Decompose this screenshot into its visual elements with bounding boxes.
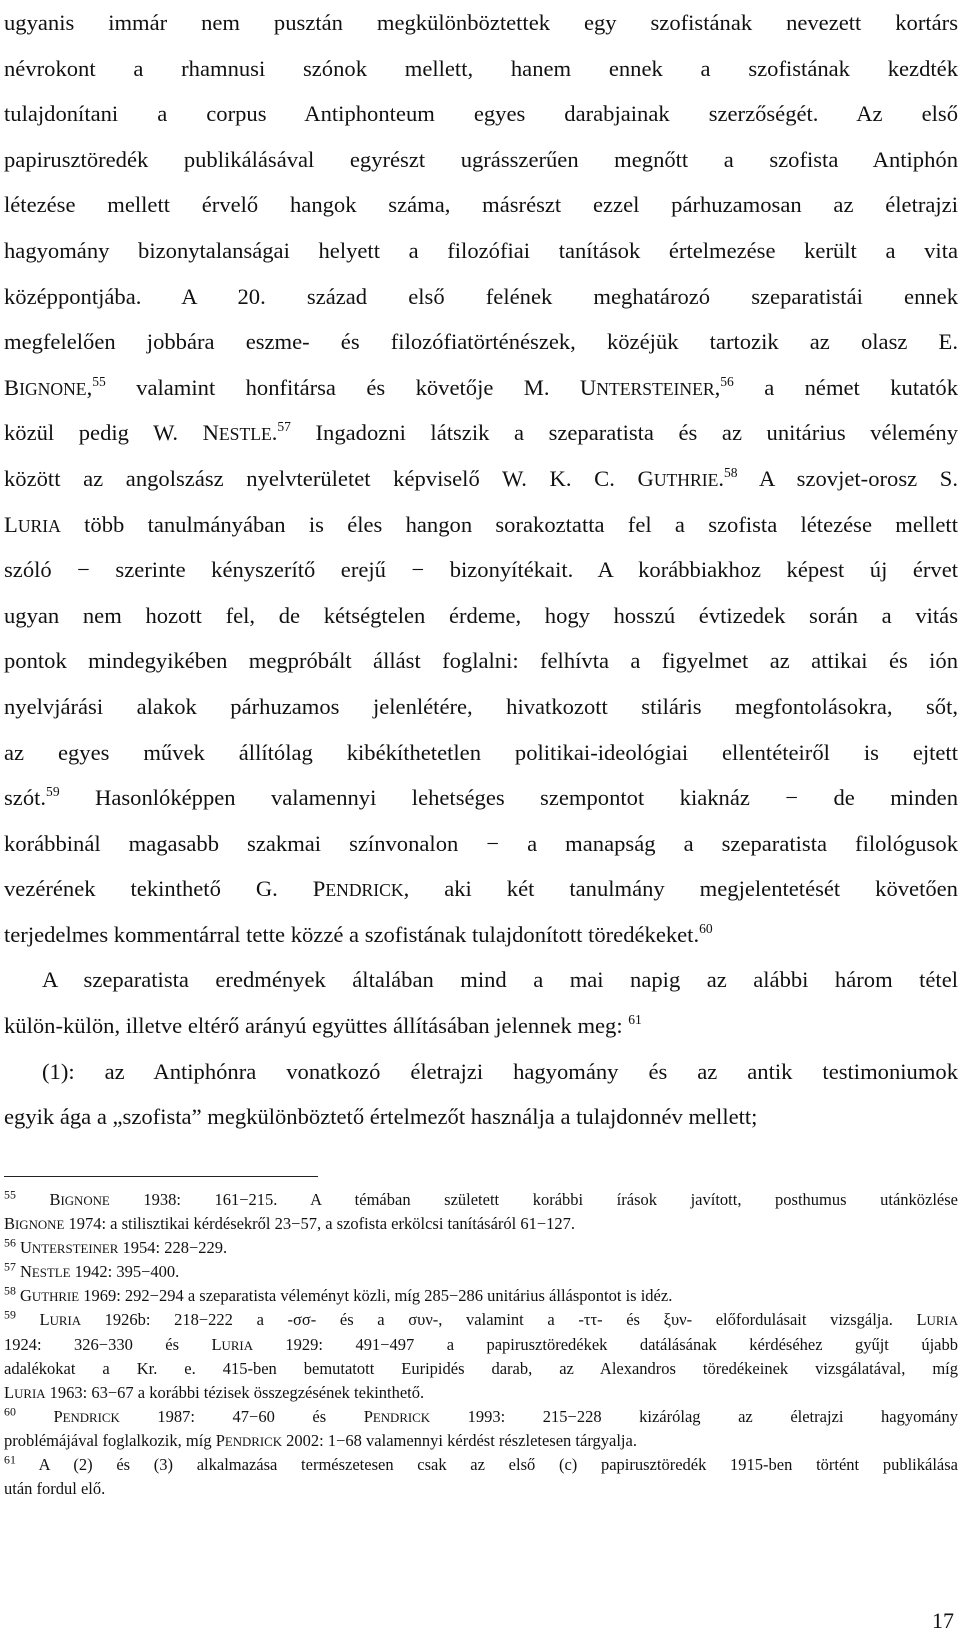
small-caps-name: URIA bbox=[221, 1338, 253, 1353]
footnote-ref: 59 bbox=[46, 784, 60, 800]
footnote-ref: 56 bbox=[720, 373, 734, 389]
text-run: adalékokat a Kr. e. 415-ben bemutatott Euripidés darab, az Alexandros töredékeinek vizsgálatával, míg bbox=[4, 1358, 958, 1378]
small-caps-name: UTHRIE bbox=[31, 1290, 80, 1305]
footnote-line bbox=[4, 1453, 958, 1477]
footnote-ref: 60 bbox=[699, 921, 713, 937]
text-run: 1954: 228−229. bbox=[118, 1238, 228, 1258]
text-run: L bbox=[15, 1310, 50, 1330]
text-run: 2002: 1−68 valamennyi kérdést részletesen tárgyalja. bbox=[282, 1430, 637, 1450]
small-caps-name: NTERSTEINER bbox=[596, 378, 715, 399]
body-line bbox=[4, 456, 958, 502]
small-caps-name: URIA bbox=[17, 515, 61, 536]
text-run: problémájával foglalkozik, míg P bbox=[4, 1430, 225, 1450]
footnote-line bbox=[4, 1333, 958, 1357]
small-caps-initial: N bbox=[202, 420, 219, 446]
small-caps-name: IGNONE bbox=[60, 1194, 110, 1208]
text-run: L bbox=[4, 1382, 15, 1402]
text-run: (1): az Antiphónra vonatkozó életrajzi hagyomány és az antik testimoniumok bbox=[42, 1058, 958, 1084]
text-run: . bbox=[271, 420, 278, 446]
footnote-line bbox=[4, 1212, 958, 1236]
small-caps-name: ENDRICK bbox=[224, 1434, 283, 1449]
small-caps-name: ENDRICK bbox=[62, 1410, 120, 1425]
small-caps-initial: L bbox=[4, 511, 18, 537]
text-run: , aki két tanulmány megjelentetését követően bbox=[403, 876, 958, 902]
text-run: A szeparatista eredmények általában mind a mai napig az alábbi három tétel bbox=[42, 967, 958, 993]
small-caps-name: IGNONE bbox=[19, 378, 87, 399]
body-line bbox=[4, 866, 958, 912]
text-run: pontok mindegyikében megpróbált állást foglalni: felhívta a figyelmet az attikai és ión bbox=[4, 648, 958, 674]
text-run: között az angolszász nyelvterületet képviselő W. K. C. bbox=[4, 465, 638, 491]
footnote-line bbox=[4, 1357, 958, 1381]
body-text bbox=[4, 0, 958, 1140]
text-run: szóló − szerinte kényszerítő erejű − bizonyítékait. A korábbiakhoz képest új érvet bbox=[4, 557, 958, 583]
body-line bbox=[4, 1094, 958, 1140]
small-caps-initial: G bbox=[637, 465, 654, 491]
small-caps-name: IGNONE bbox=[15, 1218, 65, 1233]
body-line bbox=[4, 228, 958, 274]
text-run: Ingadozni látszik a szeparatista és az unitárius vélemény bbox=[290, 420, 959, 446]
footnote-line bbox=[4, 1405, 958, 1429]
body-line bbox=[4, 912, 958, 958]
small-caps-initial: U bbox=[579, 374, 597, 400]
footnote-number: 58 bbox=[4, 1283, 16, 1298]
text-run: külön-külön, illetve eltérő arányú együttes állításában jelennek meg: bbox=[4, 1013, 629, 1039]
body-line bbox=[4, 274, 958, 320]
footnote-separator bbox=[4, 1176, 318, 1177]
text-run: B bbox=[15, 1190, 61, 1209]
text-run: A (2) és (3) alkalmazása természetesen csak az első (c) papirusztöredék 1915-ben történt publikálása bbox=[15, 1455, 958, 1475]
text-run: után fordul elő. bbox=[4, 1479, 106, 1499]
body-line bbox=[4, 502, 958, 548]
small-caps-initial: P bbox=[312, 876, 326, 902]
text-run: 1924: 326−330 és L bbox=[4, 1334, 222, 1354]
body-line bbox=[4, 775, 958, 821]
text-run: egyik ága a „szofista” megkülönböztető értelmezőt használja a tulajdonnév mellett; bbox=[4, 1104, 758, 1130]
body-line bbox=[4, 410, 958, 456]
footnote-ref: 61 bbox=[628, 1012, 642, 1028]
text-run: G bbox=[15, 1286, 32, 1306]
text-run: terjedelmes kommentárral tette közzé a szofistának tulajdonított töredékeket. bbox=[4, 921, 700, 947]
footnote-line bbox=[4, 1236, 958, 1260]
text-run: az egyes művek állítólag kibékíthetetlen politikai-ideológiai ellentéteiről is ejtett bbox=[4, 739, 958, 765]
text-run: szót. bbox=[4, 785, 47, 811]
body-line bbox=[4, 182, 958, 228]
text-run: 1969: 292−294 a szeparatista véleményt közli, míg 285−286 unitárius álláspontot is idéz. bbox=[79, 1286, 673, 1306]
text-run: 1929: 491−497 a papirusztöredékek datálásának kérdéséhez gyűjt újabb bbox=[252, 1334, 958, 1354]
small-caps-name: ENDRICK bbox=[372, 1410, 431, 1425]
text-run: nyelvjárási alakok párhuzamos jelenlétére, hivatkozott stiláris megfontolásokra, sőt, bbox=[4, 693, 958, 719]
body-line bbox=[4, 957, 958, 1003]
body-line bbox=[4, 638, 958, 684]
footnote-number: 57 bbox=[4, 1259, 16, 1274]
footnotes bbox=[4, 1188, 958, 1501]
text-run: megfelelően jobbára eszme- és filozófiatörténészek, közéjük tartozik az olasz E. bbox=[4, 329, 958, 355]
footnote-number: 59 bbox=[4, 1307, 16, 1322]
body-line bbox=[4, 319, 958, 365]
footnote-number: 61 bbox=[4, 1452, 16, 1467]
body-line bbox=[4, 1003, 958, 1049]
text-run: középpontjába. A 20. század első felének meghatározó szeparatistái ennek bbox=[4, 283, 958, 309]
body-line bbox=[4, 91, 958, 137]
text-run: a német kutatók bbox=[733, 374, 958, 400]
text-run: 1938: 161−215. A témában született korábbi írások javított, posthumus utánközlése bbox=[109, 1190, 958, 1209]
body-line bbox=[4, 730, 958, 776]
body-line bbox=[4, 684, 958, 730]
body-line bbox=[4, 46, 958, 92]
footnote-line bbox=[4, 1429, 958, 1453]
text-run: ugyanis immár nem pusztán megkülönböztettek egy szofistának nevezett kortárs bbox=[4, 10, 958, 35]
small-caps-name: ESTLE bbox=[218, 424, 272, 445]
text-run: hagyomány bizonytalanságai helyett a filozófiai tanítások értelmezése került a vita bbox=[4, 237, 958, 263]
text-run: ugyan nem hozott fel, de kétségtelen érdeme, hogy hosszú évtizedek során a vitás bbox=[4, 602, 958, 628]
text-run: korábbinál magasabb szakmai színvonalon − a manapság a szeparatista filológusok bbox=[4, 830, 958, 856]
body-line bbox=[4, 547, 958, 593]
small-caps-name: URIA bbox=[49, 1314, 82, 1329]
text-run: vezérének tekinthető G. bbox=[4, 876, 313, 902]
footnote-number: 56 bbox=[4, 1235, 16, 1250]
text-run: P bbox=[15, 1406, 63, 1426]
text-run: 1974: a stilisztikai kérdésekről 23−57, a szofista erkölcsi tanításáról 61−127. bbox=[64, 1214, 576, 1234]
text-run: létezése mellett érvelő hangok száma, másrészt ezzel párhuzamosan az életrajzi bbox=[4, 192, 958, 218]
text-run: B bbox=[4, 1214, 16, 1234]
footnote-number: 60 bbox=[4, 1404, 16, 1419]
text-run: 1987: 47−60 és P bbox=[119, 1406, 373, 1426]
footnote-number: 55 bbox=[4, 1187, 16, 1202]
text-run: N bbox=[15, 1262, 32, 1282]
text-run: közül pedig W. bbox=[4, 420, 203, 446]
footnote-ref: 58 bbox=[724, 465, 738, 481]
text-run: . bbox=[718, 465, 725, 491]
footnote-ref: 57 bbox=[277, 419, 291, 435]
text-run: , bbox=[86, 374, 93, 400]
small-caps-name: URIA bbox=[926, 1314, 958, 1329]
body-line bbox=[4, 821, 958, 867]
footnote-ref: 55 bbox=[92, 373, 106, 389]
text-run: Hasonlóképpen valamennyi lehetséges szempontot kiaknáz − de minden bbox=[59, 785, 958, 811]
body-line bbox=[4, 0, 958, 46]
text-run: 1926b: 218−222 a -σσ- és a συν-, valamint a -ττ- és ξυν- előfordulásait vizsgálja. L bbox=[81, 1310, 927, 1330]
body-line bbox=[4, 1049, 958, 1095]
text-run: A szovjet-orosz S. bbox=[737, 465, 958, 491]
text-run: valamint honfitársa és követője M. bbox=[105, 374, 580, 400]
text-run: több tanulmányában is éles hangon sorakoztatta fel a szofista létezése mellett bbox=[60, 511, 958, 537]
small-caps-name: UTHRIE bbox=[653, 469, 719, 490]
footnote-line bbox=[4, 1381, 958, 1405]
footnote-line bbox=[4, 1188, 958, 1212]
page-number: 17 bbox=[932, 1608, 954, 1633]
footnote-line bbox=[4, 1308, 958, 1332]
small-caps-name: ESTLE bbox=[31, 1266, 71, 1281]
text-run: tulajdonítani a corpus Antiphonteum egyes darabjainak szerzőségét. Az első bbox=[4, 101, 958, 127]
footnote-line bbox=[4, 1477, 958, 1501]
small-caps-initial: B bbox=[4, 374, 20, 400]
text-run: 1942: 395−400. bbox=[70, 1262, 180, 1282]
text-run: névrokont a rhamnusi szónok mellett, hanem ennek a szofistának kezdték bbox=[4, 55, 958, 81]
small-caps-name: ENDRICK bbox=[325, 880, 404, 901]
body-line bbox=[4, 593, 958, 639]
small-caps-name: URIA bbox=[14, 1386, 46, 1401]
text-run: , bbox=[714, 374, 721, 400]
body-line bbox=[4, 137, 958, 183]
footnote-line bbox=[4, 1284, 958, 1308]
small-caps-name: NTERSTEINER bbox=[31, 1242, 119, 1257]
text-run: 1993: 215−228 kizárólag az életrajzi hagyomány bbox=[430, 1406, 958, 1426]
text-run: U bbox=[15, 1238, 32, 1258]
text-run: papirusztöredék publikálásával egyrészt ugrásszerűen megnőtt a szofista Antiphón bbox=[4, 146, 958, 172]
footnote-line bbox=[4, 1260, 958, 1284]
text-run: 1963: 63−67 a korábbi tézisek összegzésének tekinthető. bbox=[45, 1382, 425, 1402]
body-line bbox=[4, 365, 958, 411]
